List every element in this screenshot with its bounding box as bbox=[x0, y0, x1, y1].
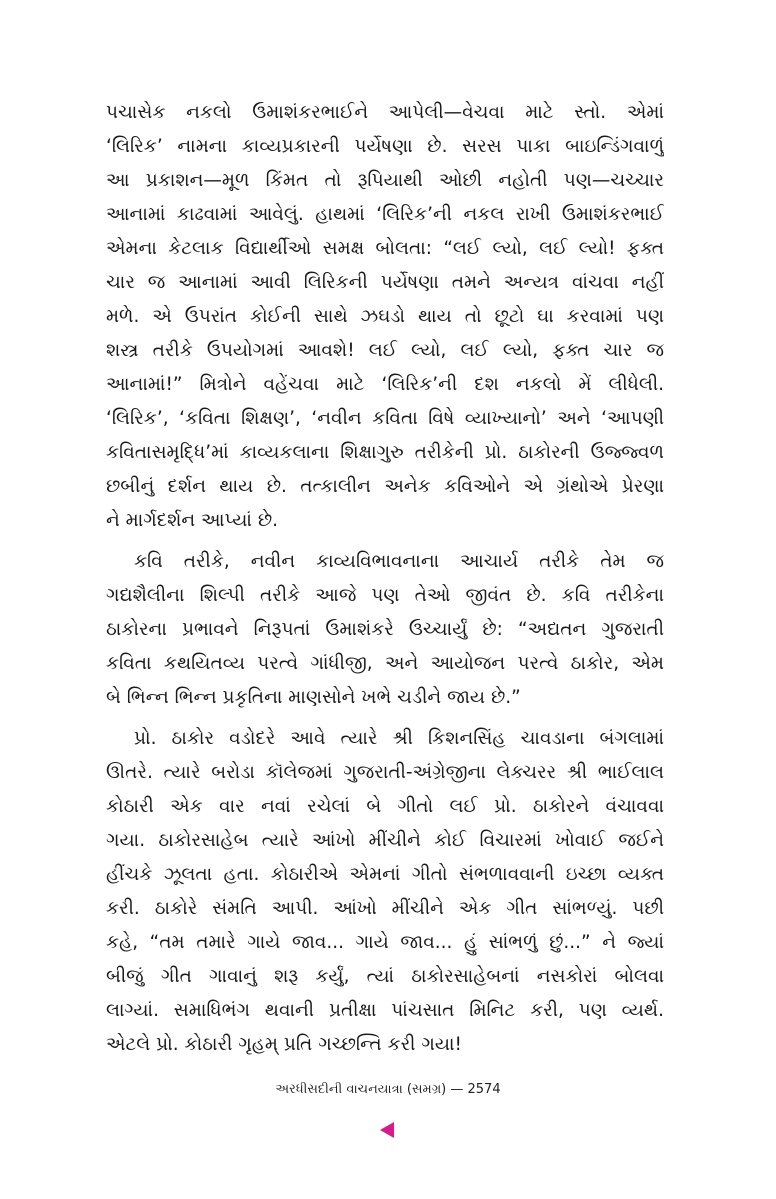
text-line: લાગ્યાં. સમાધિભંગ થવાની પ્રતીક્ષા પાંચસાત મિનિટ કરી, પણ વ્યર્થ. bbox=[106, 1000, 664, 1021]
text-line: એમના કેટલાક વિદ્યાર્થીઓ સમક્ષ બોલતા: “લઈ લ્યો, લઈ લ્યો! ફક્ત bbox=[106, 238, 664, 259]
text-line: ઊતરે. ત્યારે બરોડા કૉલેજમાં ગુજરાતી-અંગ્રેજીના લેક્ચરર શ્રી ભાઈલાલ bbox=[106, 762, 664, 783]
text-line: પચાસેક નકલો ઉમાશંકરભાઈને આપેલી—વેચવા માટે સ્તો. એમાં bbox=[106, 102, 664, 123]
text-line: શસ્ત્ર તરીકે ઉપયોગમાં આવશે! લઈ લ્યો, લઈ લ્યો, ફક્ત ચાર જ bbox=[106, 340, 664, 361]
text-line: ‘લિરિક’ નામના કાવ્યપ્રકારની પર્યેષણા છે. સરસ પાકા બાઇન્ડિંગવાળું bbox=[106, 136, 664, 157]
text-line: ગદ્યશૈલીના શિલ્પી તરીકે આજે પણ તેઓ જીવંત છે. કવિ તરીકેના bbox=[106, 585, 664, 606]
text-line: ‘લિરિક’, ‘કવિતા શિક્ષણ’, ‘નવીન કવિતા વિષે વ્યાખ્યાનો’ અને ‘આપણી bbox=[106, 408, 664, 429]
text-line: ઠાકોરના પ્રભાવને નિરૂપતાં ઉમાશંકરે ઉચ્ચાર્યું છે: “અદ્યતન ગુજરાતી bbox=[106, 619, 664, 640]
paragraph bbox=[106, 722, 664, 1062]
page-footer: અરધીસદીની વાચનયાત્રા (સમગ્ર) — 2574 bbox=[275, 1082, 501, 1097]
text-line: આનામાં કાઢવામાં આવેલું. હાથમાં ‘લિરિક’ની નકલ રાખી ઉમાશંકરભાઈ bbox=[106, 204, 664, 225]
text-line: કહે, “તમ તમારે ગાયે જાવ... ગાયે જાવ... હું સાંભળું છું...” ને જ્યાં bbox=[106, 932, 664, 953]
text-line: કવિતાસમૃદ્ધિ’માં કાવ્યકલાના શિક્ષાગુરુ તરીકેની પ્રો. ઠાકોરની ઉજ્જ્વળ bbox=[106, 442, 664, 463]
text-line: કવિતા કથયિતવ્ય પરત્વે ગાંધીજી, અને આયોજન પરત્વે ઠાકોર, એમ bbox=[106, 653, 664, 674]
text-line: ચાર જ આનામાં આવી લિરિકની પર્યેષણા તમને અન્યત્ર વાંચવા નહીં bbox=[106, 272, 664, 293]
text-line: કવિ તરીકે, નવીન કાવ્યવિભાવનાના આચાર્ય તરીકે તેમ જ bbox=[134, 551, 664, 572]
paragraph bbox=[106, 96, 664, 538]
text-line: મળે. એ ઉપરાંત કોઈની સાથે ઝઘડો થાય તો છૂટો ઘા કરવામાં પણ bbox=[106, 306, 664, 327]
text-line: આનામાં!” મિત્રોને વહેંચવા માટે ‘લિરિક’ની દશ નકલો મેં લીધેલી. bbox=[106, 374, 664, 395]
text-line: પ્રો. ઠાકોર વડોદરે આવે ત્યારે શ્રી કિશનસિંહ ચાવડાના બંગલામાં bbox=[134, 728, 664, 749]
text-line: હીંચકે ઝૂલતા હતા. કોઠારીએ એમનાં ગીતો સંભળાવવાની ઇચ્છા વ્યક્ત bbox=[106, 864, 664, 885]
paragraph bbox=[106, 545, 664, 715]
text-line: કોઠારી એક વાર નવાં રચેલાં બે ગીતો લઈ પ્રો. ઠાકોરને વંચાવવા bbox=[106, 796, 664, 817]
previous-page-icon[interactable] bbox=[380, 1122, 394, 1138]
text-line: આ પ્રકાશન—મૂળ કિંમત તો રૂપિયાથી ઓછી નહોતી પણ—ચચ્ચાર bbox=[106, 170, 664, 191]
text-line: બે ભિન્ન ભિન્ન પ્રકૃતિના માણસોને ખભે ચડીને જાય છે.” bbox=[106, 687, 521, 708]
text-line: એટલે પ્રો. કોઠારી ગૃહમ્ પ્રતિ ગચ્છન્તિ કરી ગયા! bbox=[106, 1034, 462, 1055]
text-line: બીજું ગીત ગાવાનું શરૂ કર્યું, ત્યાં ઠાકોરસાહેબનાં નસકોરાં બોલવા bbox=[106, 966, 664, 987]
body-text bbox=[106, 96, 664, 1062]
text-line: છબીનું દર્શન થાય છે. તત્કાલીન અનેક કવિઓને એ ગ્રંથોએ પ્રેરણા bbox=[106, 476, 664, 497]
text-line: ગયા. ઠાકોરસાહેબ ત્યારે આંખો મીંચીને કોઈ વિચારમાં ખોવાઈ જઈને bbox=[106, 830, 664, 851]
text-line: કરી. ઠાકોરે સંમતિ આપી. આંખો મીંચીને એક ગીત સાંભળ્યું. પછી bbox=[106, 898, 664, 919]
text-line: ને માર્ગદર્શન આપ્યાં છે. bbox=[106, 510, 279, 531]
